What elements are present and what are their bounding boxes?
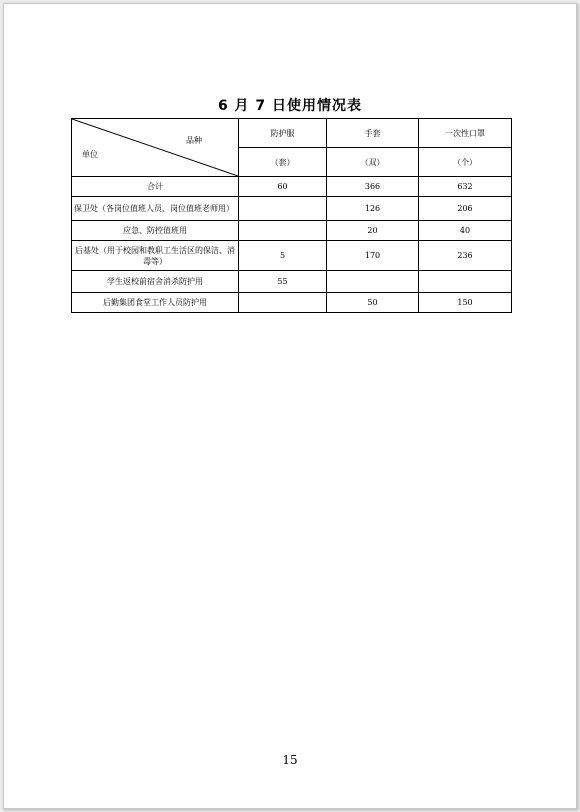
document-page [3,3,577,809]
row-unit-label: 后基处（用于校园和教职工生活区的保洁、消毒等） [72,241,239,271]
cell-value: 366 [327,177,419,197]
row-unit-label: 应急、防控值班用 [72,221,239,241]
row-unit-label: 保卫处（各岗位值班人员、岗位值班老师用） [72,197,239,221]
cell-value: 5 [239,241,327,271]
cell-value: 60 [239,177,327,197]
row-unit-label: 学生返校前宿舍消杀防护用 [72,271,239,293]
cell-value [239,293,327,313]
cell-value: 150 [419,293,512,313]
table-row [72,271,512,293]
table-row [72,177,512,197]
column-unit: （个） [419,148,512,177]
table-row [72,293,512,313]
diagonal-line [72,119,238,176]
cell-value: 170 [327,241,419,271]
diagonal-header-cell [72,119,239,177]
cell-value [239,197,327,221]
cell-value: 20 [327,221,419,241]
cell-value: 236 [419,241,512,271]
cell-value [239,221,327,241]
page-number: 15 [282,753,298,767]
column-unit: （双） [327,148,419,177]
page-title: 6 月 7 日使用情况表 [217,98,363,114]
column-header: 防护服 [239,119,327,148]
cell-value [419,271,512,293]
column-header: 手套 [327,119,419,148]
usage-table [71,118,512,313]
column-unit: （套） [239,148,327,177]
column-header: 一次性口罩 [419,119,512,148]
cell-value: 126 [327,197,419,221]
cell-value: 40 [419,221,512,241]
row-unit-label: 合计 [72,177,239,197]
cell-value: 206 [419,197,512,221]
cell-value: 50 [327,293,419,313]
row-unit-label: 后勤集团食堂工作人员防护用 [72,293,239,313]
column-category-label: 品种 [186,136,202,145]
table-header-row [72,119,512,148]
row-category-label: 单位 [82,150,98,159]
table-row [72,241,512,271]
cell-value: 632 [419,177,512,197]
table-row [72,197,512,221]
cell-value: 55 [239,271,327,293]
cell-value [327,271,419,293]
table-row [72,221,512,241]
